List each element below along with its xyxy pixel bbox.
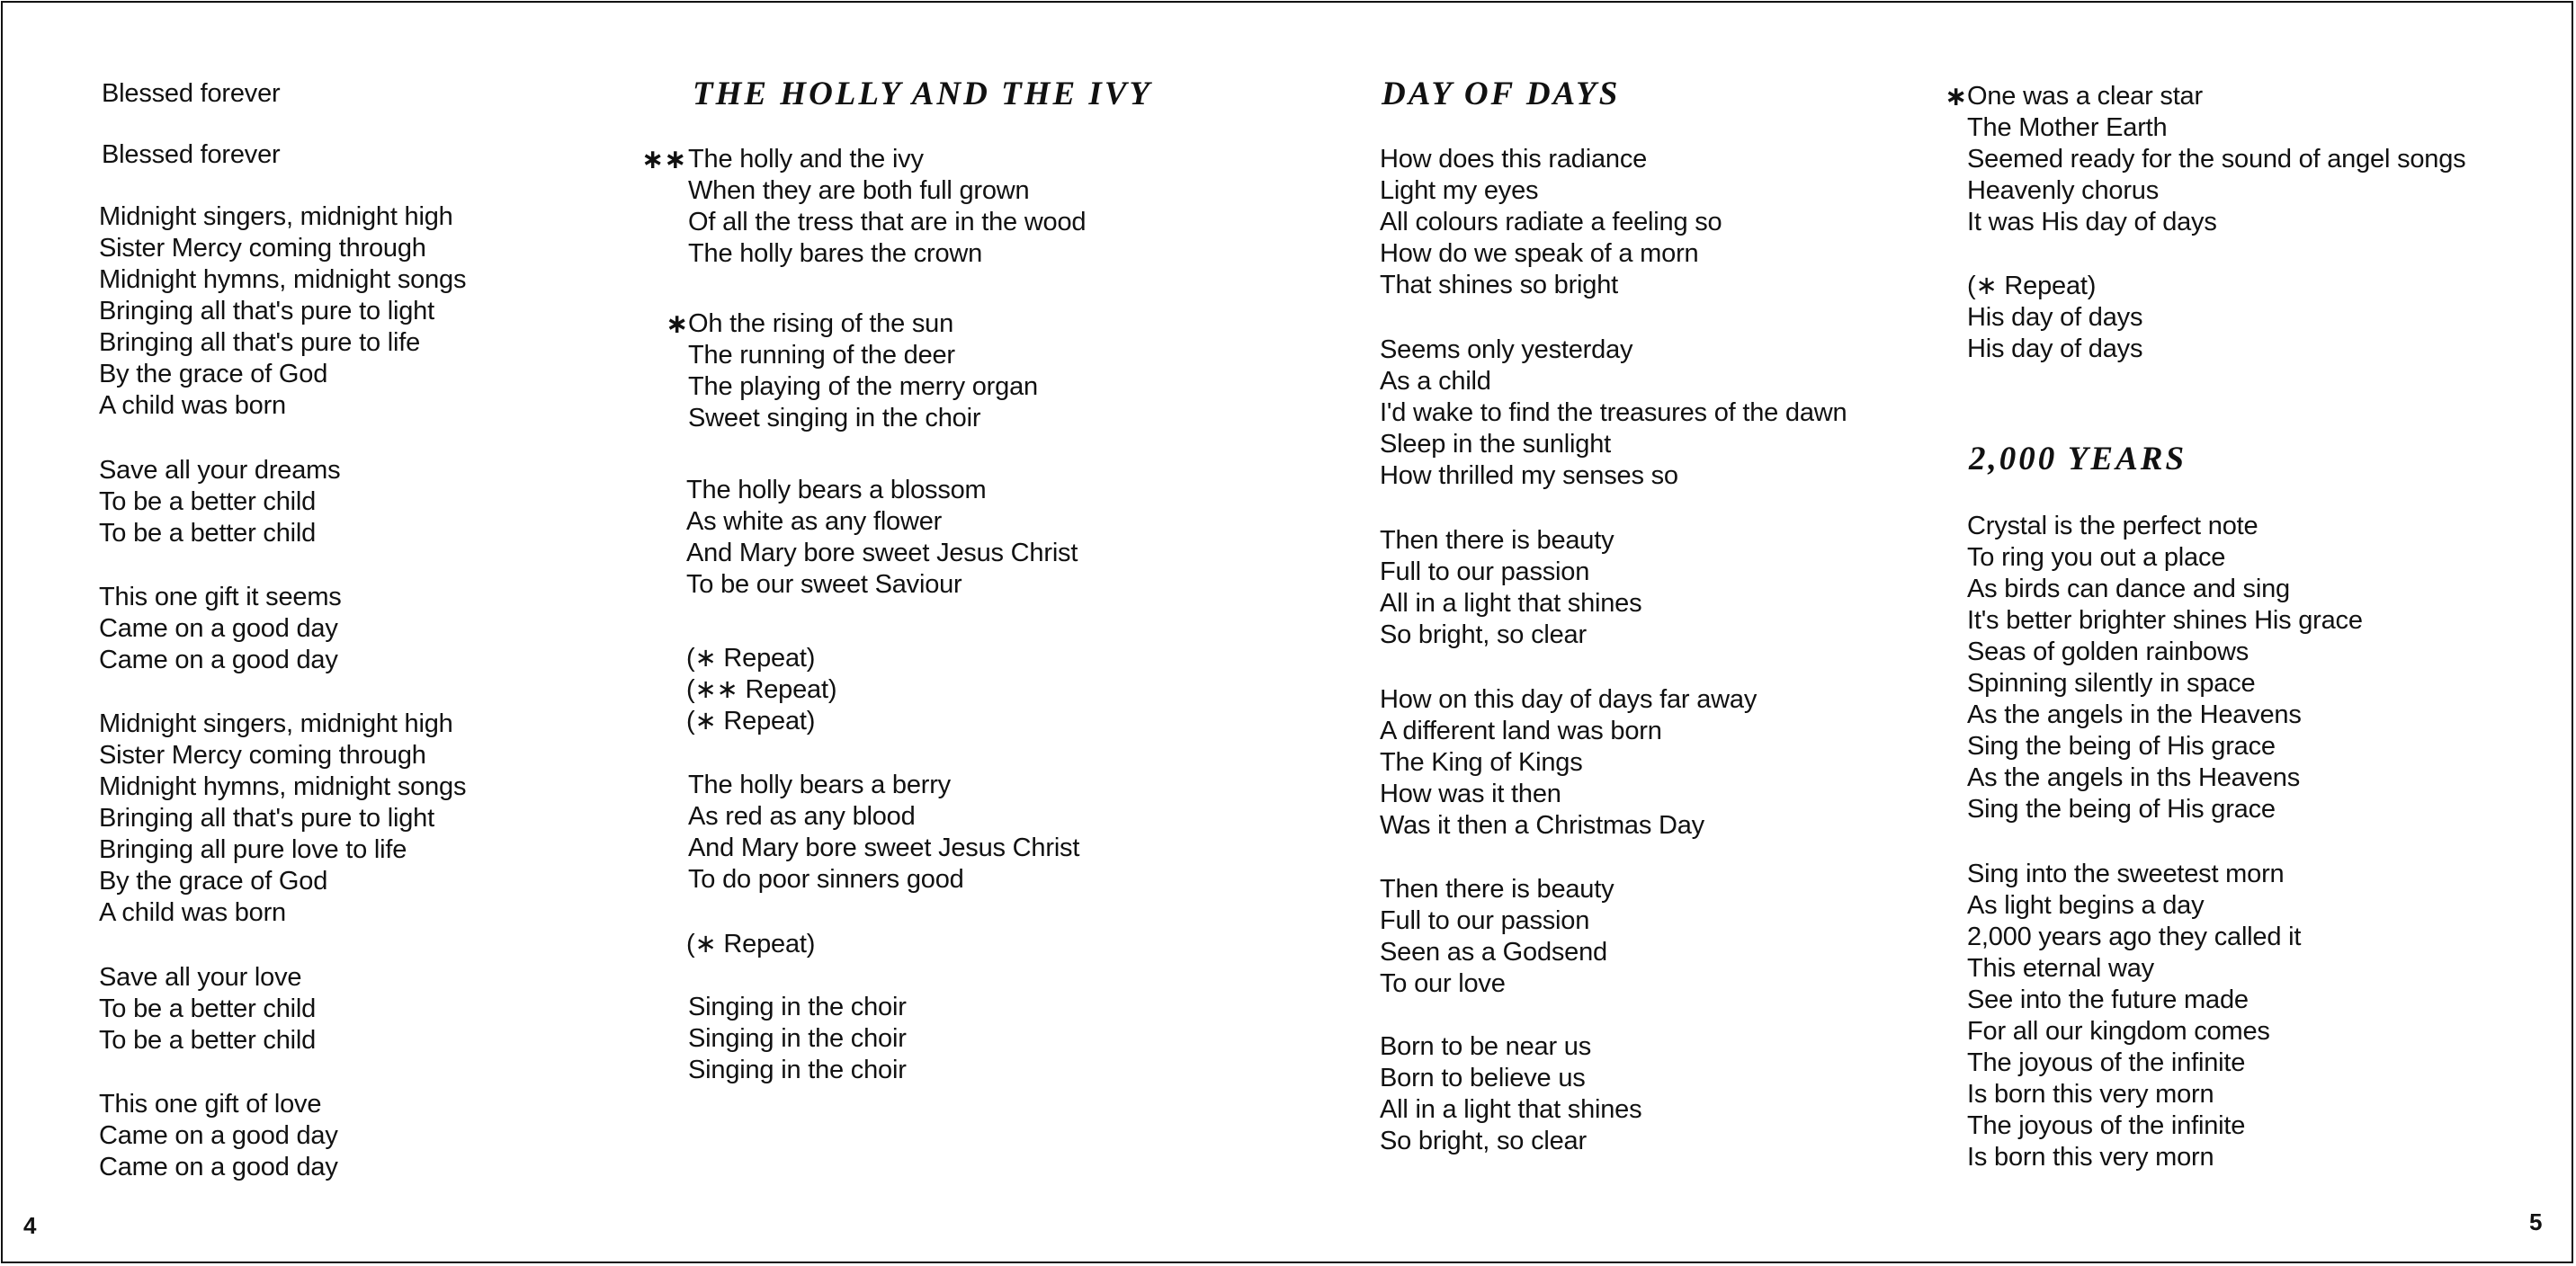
lyric-line: Oh the rising of the sun — [688, 309, 954, 338]
lyric-line: As white as any flower — [686, 507, 943, 536]
song-title: 2,000 YEARS — [1969, 441, 2187, 477]
lyric-line: Bringing all that's pure to light — [99, 297, 434, 325]
lyric-line: Blessed forever — [102, 79, 281, 108]
lyric-line: Sing into the sweetest morn — [1967, 860, 2285, 888]
lyric-line: How was it then — [1380, 780, 1561, 808]
lyric-line: Then there is beauty — [1380, 526, 1614, 555]
lyric-line: Sister Mercy coming through — [99, 234, 426, 263]
lyric-line: The King of Kings — [1380, 748, 1583, 777]
lyric-line: To be our sweet Saviour — [686, 570, 962, 599]
lyric-line: For all our kingdom comes — [1967, 1017, 2270, 1046]
lyric-line: Came on a good day — [99, 646, 338, 674]
lyric-line: Crystal is the perfect note — [1967, 512, 2258, 540]
lyric-line: Sweet singing in the choir — [688, 404, 981, 432]
lyric-line: To be a better child — [99, 1026, 317, 1055]
lyric-line: His day of days — [1967, 334, 2143, 363]
lyric-line: To be a better child — [99, 519, 317, 548]
repeat-instruction: (∗ Repeat) — [686, 930, 816, 958]
lyric-line: One was a clear star — [1967, 82, 2203, 111]
lyric-line: This one gift it seems — [99, 583, 342, 611]
lyric-line: Midnight hymns, midnight songs — [99, 265, 467, 294]
lyric-line: The joyous of the infinite — [1967, 1111, 2246, 1140]
lyric-line: When they are both full grown — [688, 176, 1030, 205]
page-number-right: 5 — [2529, 1208, 2543, 1235]
lyric-line: As birds can dance and sing — [1967, 575, 2290, 603]
repeat-marker: ∗∗ — [641, 144, 687, 175]
lyric-line: And Mary bore sweet Jesus Christ — [686, 539, 1078, 567]
lyric-line: The joyous of the infinite — [1967, 1048, 2246, 1077]
lyric-line: Save all your love — [99, 963, 302, 992]
lyric-line: As a child — [1380, 367, 1491, 396]
lyric-line: As the angels in the Heavens — [1967, 700, 2302, 729]
lyric-line: Singing in the choir — [688, 1024, 907, 1053]
lyric-line: Born to believe us — [1380, 1064, 1586, 1092]
repeat-instruction: (∗ Repeat) — [1967, 272, 2097, 300]
lyric-line: To be a better child — [99, 994, 317, 1023]
lyric-line: Came on a good day — [99, 1153, 338, 1181]
lyric-line: A different land was born — [1380, 717, 1662, 745]
lyric-line: The holly bares the crown — [688, 239, 983, 268]
lyric-line: To our love — [1380, 969, 1506, 998]
lyric-line: The holly bears a blossom — [686, 476, 987, 504]
lyric-line: To ring you out a place — [1967, 543, 2226, 572]
lyric-line: The holly bears a berry — [688, 771, 951, 799]
lyric-line: See into the future made — [1967, 985, 2249, 1014]
lyric-line: How do we speak of a morn — [1380, 239, 1699, 268]
lyric-line: To be a better child — [99, 487, 317, 516]
lyric-line: Full to our passion — [1380, 557, 1590, 586]
lyric-line: A child was born — [99, 391, 286, 420]
lyric-line: Seemed ready for the sound of angel songs — [1967, 145, 2466, 174]
lyric-line: Save all your dreams — [99, 456, 341, 485]
lyric-line: Is born this very morn — [1967, 1080, 2214, 1109]
lyric-line: Full to our passion — [1380, 906, 1590, 935]
lyric-line: Midnight hymns, midnight songs — [99, 772, 467, 801]
lyric-line: It was His day of days — [1967, 208, 2217, 236]
lyric-line: As light begins a day — [1967, 891, 2205, 920]
lyric-line: A child was born — [99, 898, 286, 927]
lyric-line: That shines so bright — [1380, 271, 1618, 299]
lyric-line: To do poor sinners good — [688, 865, 964, 894]
lyric-line: All colours radiate a feeling so — [1380, 208, 1722, 236]
lyric-line: How thrilled my senses so — [1380, 461, 1678, 490]
lyric-line: Bringing all pure love to life — [99, 835, 407, 864]
lyric-line: By the grace of God — [99, 360, 328, 388]
lyric-line: Light my eyes — [1380, 176, 1539, 205]
lyric-line: This eternal way — [1967, 954, 2154, 983]
lyric-line: Came on a good day — [99, 1121, 338, 1150]
lyric-line: Sing the being of His grace — [1967, 795, 2276, 824]
lyric-line: How does this radiance — [1380, 145, 1648, 174]
lyric-line: Sister Mercy coming through — [99, 741, 426, 770]
lyric-line: How on this day of days far away — [1380, 685, 1758, 714]
lyric-line: The playing of the merry organ — [688, 372, 1038, 401]
lyric-line: Seen as a Godsend — [1380, 938, 1607, 967]
lyric-line: Seas of golden rainbows — [1967, 637, 2249, 666]
lyric-line: And Mary bore sweet Jesus Christ — [688, 834, 1080, 862]
lyric-line: Spinning silently in space — [1967, 669, 2256, 698]
lyric-line: Singing in the choir — [688, 993, 907, 1021]
lyric-line: This one gift of love — [99, 1090, 322, 1119]
repeat-marker: ∗ — [1945, 81, 1968, 112]
lyric-line: All in a light that shines — [1380, 589, 1642, 618]
lyric-line: The holly and the ivy — [688, 145, 924, 174]
repeat-marker: ∗ — [666, 308, 689, 340]
lyric-line: Midnight singers, midnight high — [99, 709, 453, 738]
lyric-line: I'd wake to find the treasures of the dawn — [1380, 398, 1847, 427]
lyric-line: Heavenly chorus — [1967, 176, 2159, 205]
lyric-line: Singing in the choir — [688, 1056, 907, 1084]
lyric-line: Bringing all that's pure to light — [99, 804, 434, 833]
song-title: THE HOLLY AND THE IVY — [693, 76, 1153, 112]
lyric-line: Of all the tress that are in the wood — [688, 208, 1087, 236]
repeat-instruction: (∗∗ Repeat) — [686, 675, 837, 704]
lyric-line: Sleep in the sunlight — [1380, 430, 1611, 459]
song-title: DAY OF DAYS — [1382, 76, 1621, 112]
lyric-line: As the angels in ths Heavens — [1967, 763, 2301, 792]
lyric-line: All in a light that shines — [1380, 1095, 1642, 1124]
lyric-line: Sing the being of His grace — [1967, 732, 2276, 761]
repeat-instruction: (∗ Repeat) — [686, 707, 816, 736]
lyric-line: Midnight singers, midnight high — [99, 202, 453, 231]
lyric-line: By the grace of God — [99, 867, 328, 896]
lyric-line: Was it then a Christmas Day — [1380, 811, 1704, 840]
lyric-line: The running of the deer — [688, 341, 955, 370]
lyric-line: The Mother Earth — [1967, 113, 2168, 142]
page-number-left: 4 — [23, 1212, 37, 1239]
repeat-instruction: (∗ Repeat) — [686, 644, 816, 673]
lyric-line: Bringing all that's pure to life — [99, 328, 421, 357]
lyric-line: Came on a good day — [99, 614, 338, 643]
lyric-line: So bright, so clear — [1380, 620, 1587, 649]
lyric-line: Blessed forever — [102, 140, 281, 169]
lyric-line: It's better brighter shines His grace — [1967, 606, 2363, 635]
lyric-line: 2,000 years ago they called it — [1967, 923, 2302, 951]
lyric-line: As red as any blood — [688, 802, 916, 831]
lyric-line: So bright, so clear — [1380, 1127, 1587, 1155]
lyric-line: His day of days — [1967, 303, 2143, 332]
lyric-line: Then there is beauty — [1380, 875, 1614, 904]
lyric-line: Seems only yesterday — [1380, 335, 1633, 364]
lyric-line: Born to be near us — [1380, 1032, 1591, 1061]
lyric-line: Is born this very morn — [1967, 1143, 2214, 1172]
